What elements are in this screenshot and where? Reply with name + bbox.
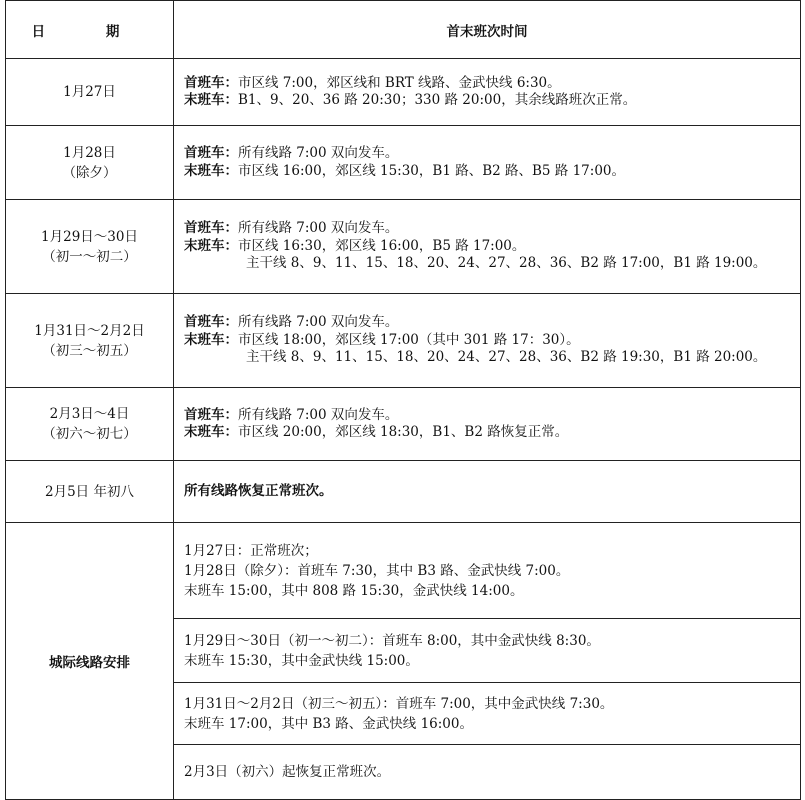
header-row [6,1,801,59]
row-date: 2月5日 年初八 [6,461,174,523]
row-info: 首班车：市区线 7:00，郊区线和 BRT 线路、金武快线 6:30。 末班车：B1、9、20、36 路 20:30；330 路 20:00，其余线路班次正常。 [174,59,801,126]
intercity-block: 1月29日～30日（初一～初二）：首班车 8:00，其中金武快线 8:30。 末班车 15:30，其中金武快线 15:00。 [174,619,801,683]
intercity-row [6,523,801,619]
schedule-table [5,0,801,800]
table-row [6,59,801,126]
intercity-block: 1月31日～2月2日（初三～初五）：首班车 7:00，其中金武快线 7:30。 末班车 17:00，其中 B3 路、金武快线 16:00。 [174,683,801,745]
row-date: 1月28日 （除夕） [6,126,174,200]
row-date: 1月29日～30日 （初一～初二） [6,200,174,294]
table-row [6,388,801,461]
row-info: 首班车：所有线路 7:00 双向发车。 末班车：市区线 20:00，郊区线 18:30，B1、B2 路恢复正常。 [174,388,801,461]
table-row [6,200,801,294]
intercity-block: 1月27日：正常班次； 1月28日（除夕）：首班车 7:30，其中 B3 路、金武快线 7:00。 末班车 15:00，其中 808 路 15:30，金武快线 14:00。 [174,523,801,619]
row-date: 1月31日～2月2日 （初三～初五） [6,294,174,388]
row-date: 2月3日～4日 （初六～初七） [6,388,174,461]
header-date: 日 期 [6,1,174,59]
intercity-label: 城际线路安排 [6,523,174,800]
table-row [6,126,801,200]
table-row [6,294,801,388]
header-time: 首末班次时间 [174,1,801,59]
row-info: 首班车：所有线路 7:00 双向发车。 末班车：市区线 16:00，郊区线 15:30，B1 路、B2 路、B5 路 17:00。 [174,126,801,200]
row-info: 首班车：所有线路 7:00 双向发车。 末班车：市区线 16:30，郊区线 16:00，B5 路 17:00。 主干线 8、9、11、15、18、20、24、27、28、36、B2 路 17:00，B1 路 19:00。 [174,200,801,294]
row-date: 1月27日 [6,59,174,126]
row-info: 所有线路恢复正常班次。 [174,461,801,523]
intercity-block: 2月3日（初六）起恢复正常班次。 [174,745,801,800]
row-info: 首班车：所有线路 7:00 双向发车。 末班车：市区线 18:00，郊区线 17:00（其中 301 路 17：30）。 主干线 8、9、11、15、18、20、24、27、28、36、B2 路 19:30，B1 路 20:00。 [174,294,801,388]
table-row [6,461,801,523]
